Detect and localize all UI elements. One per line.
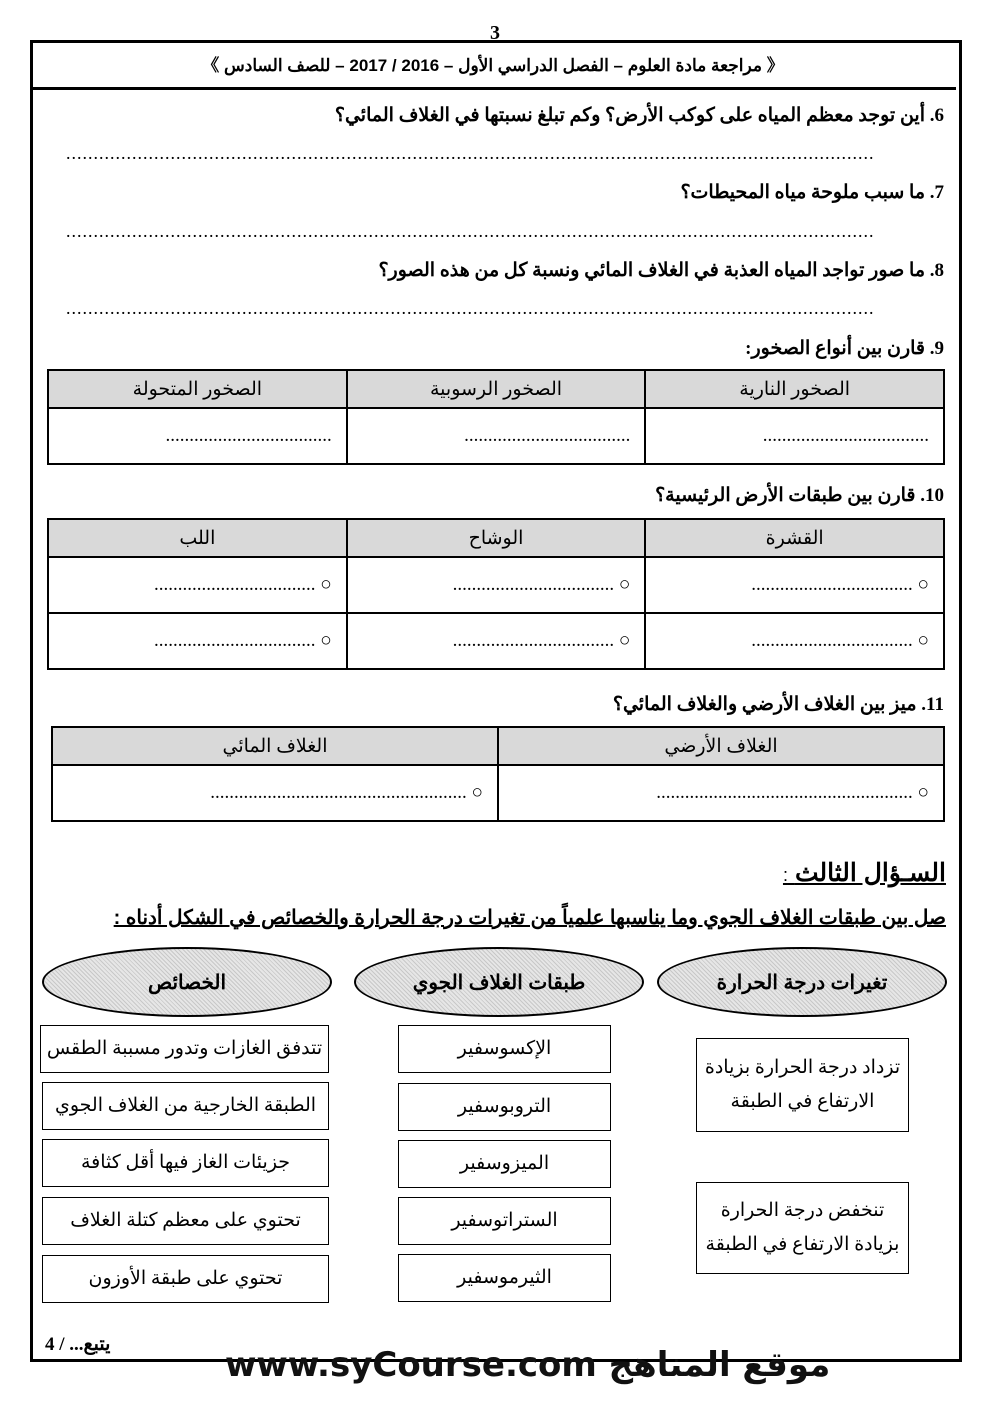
layer-box[interactable]: الإكسوسفير: [398, 1025, 611, 1073]
header-title: 《 مراجعة مادة العلوم – الفصل الدراسي الأول – 2016 / 2017 – للصف السادس 》: [30, 40, 956, 90]
table-cell[interactable]: ○ ..................................: [48, 613, 347, 669]
table-cell[interactable]: ○ ..................................: [645, 557, 944, 613]
rocks-table: [47, 369, 945, 465]
table-cell[interactable]: ○ ..................................: [347, 557, 646, 613]
table-cell[interactable]: ○ ..................................: [645, 613, 944, 669]
table-header: الغلاف الأرضي: [498, 727, 944, 765]
table-header: الصخور الرسوبية: [347, 370, 646, 408]
table-cell[interactable]: ○ ......................................................: [52, 765, 498, 821]
footer-continue: يتبع... / 4: [45, 1334, 111, 1355]
question-10: 10. قارن بين طبقات الأرض الرئيسية؟: [655, 485, 944, 506]
property-box[interactable]: تتدفق الغازات وتدور مسببة الطقس: [40, 1025, 329, 1073]
property-box[interactable]: تحتوي على طبقة الأوزون: [42, 1255, 329, 1303]
earth-layers-table: [47, 518, 945, 670]
table-header: القشرة: [645, 519, 944, 557]
table-cell[interactable]: ...................................: [347, 408, 646, 464]
table-cell[interactable]: ...................................: [48, 408, 347, 464]
spheres-table: [51, 726, 945, 822]
temperature-box[interactable]: تنخفض درجة الحرارة بزيادة الارتفاع في الطبقة: [696, 1182, 909, 1274]
property-box[interactable]: جزيئات الغاز فيها أقل كثافة: [42, 1139, 329, 1187]
table-header: اللب: [48, 519, 347, 557]
question-11: 11. ميز بين الغلاف الأرضي والغلاف المائي؟: [612, 694, 944, 715]
layer-box[interactable]: التروبوسفير: [398, 1083, 611, 1131]
temperature-box[interactable]: تزداد درجة الحرارة بزيادة الارتفاع في الطبقة: [696, 1038, 909, 1132]
question-7: 7. ما سبب ملوحة مياه المحيطات؟: [680, 182, 944, 203]
table-header: الغلاف المائي: [52, 727, 498, 765]
section-title-text: السـؤال الثالث: [794, 859, 946, 887]
question-8: 8. ما صور تواجد المياه العذبة في الغلاف المائي ونسبة كل من هذه الصور؟: [378, 260, 944, 281]
table-header: الصخور النارية: [645, 370, 944, 408]
ellipse-temperature: تغيرات درجة الحرارة: [657, 947, 947, 1017]
table-header: الوشاح: [347, 519, 646, 557]
layer-box[interactable]: الميزوسفير: [398, 1140, 611, 1188]
layer-box[interactable]: الثيرموسفير: [398, 1254, 611, 1302]
page-number: 3: [490, 22, 500, 44]
property-box[interactable]: تحتوي على معظم كتلة الغلاف: [42, 1197, 329, 1245]
question-6: 6. أين توجد معظم المياه على كوكب الأرض؟ وكم تبلغ نسبتها في الغلاف المائي؟: [334, 105, 944, 126]
layer-box[interactable]: الستراتوسفير: [398, 1197, 611, 1245]
ellipse-properties: الخصائص: [42, 947, 332, 1017]
table-header: الصخور المتحولة: [48, 370, 347, 408]
property-box[interactable]: الطبقة الخارجية من الغلاف الجوي: [42, 1082, 329, 1130]
answer-line-7[interactable]: ...................................................................................................................................................: [66, 221, 875, 241]
watermark: www.syCourse.com موقع المناهج: [225, 1345, 831, 1385]
table-cell[interactable]: ○ ......................................................: [498, 765, 944, 821]
answer-line-8[interactable]: ...................................................................................................................................................: [66, 298, 875, 318]
table-cell[interactable]: ...................................: [645, 408, 944, 464]
table-cell[interactable]: ○ ..................................: [48, 557, 347, 613]
answer-line-6[interactable]: ...................................................................................................................................................: [66, 143, 875, 163]
section-colon: :: [782, 865, 788, 885]
question-9: 9. قارن بين أنواع الصخور:: [745, 338, 944, 359]
table-cell[interactable]: ○ ..................................: [347, 613, 646, 669]
ellipse-layers: طبقات الغلاف الجوي: [354, 947, 644, 1017]
section-title: [783, 858, 946, 888]
instruction: صل بين طبقات الغلاف الجوي وما يناسبها علمياً من تغيرات درجة الحرارة والخصائص في الشكل أدناه :: [113, 907, 946, 929]
